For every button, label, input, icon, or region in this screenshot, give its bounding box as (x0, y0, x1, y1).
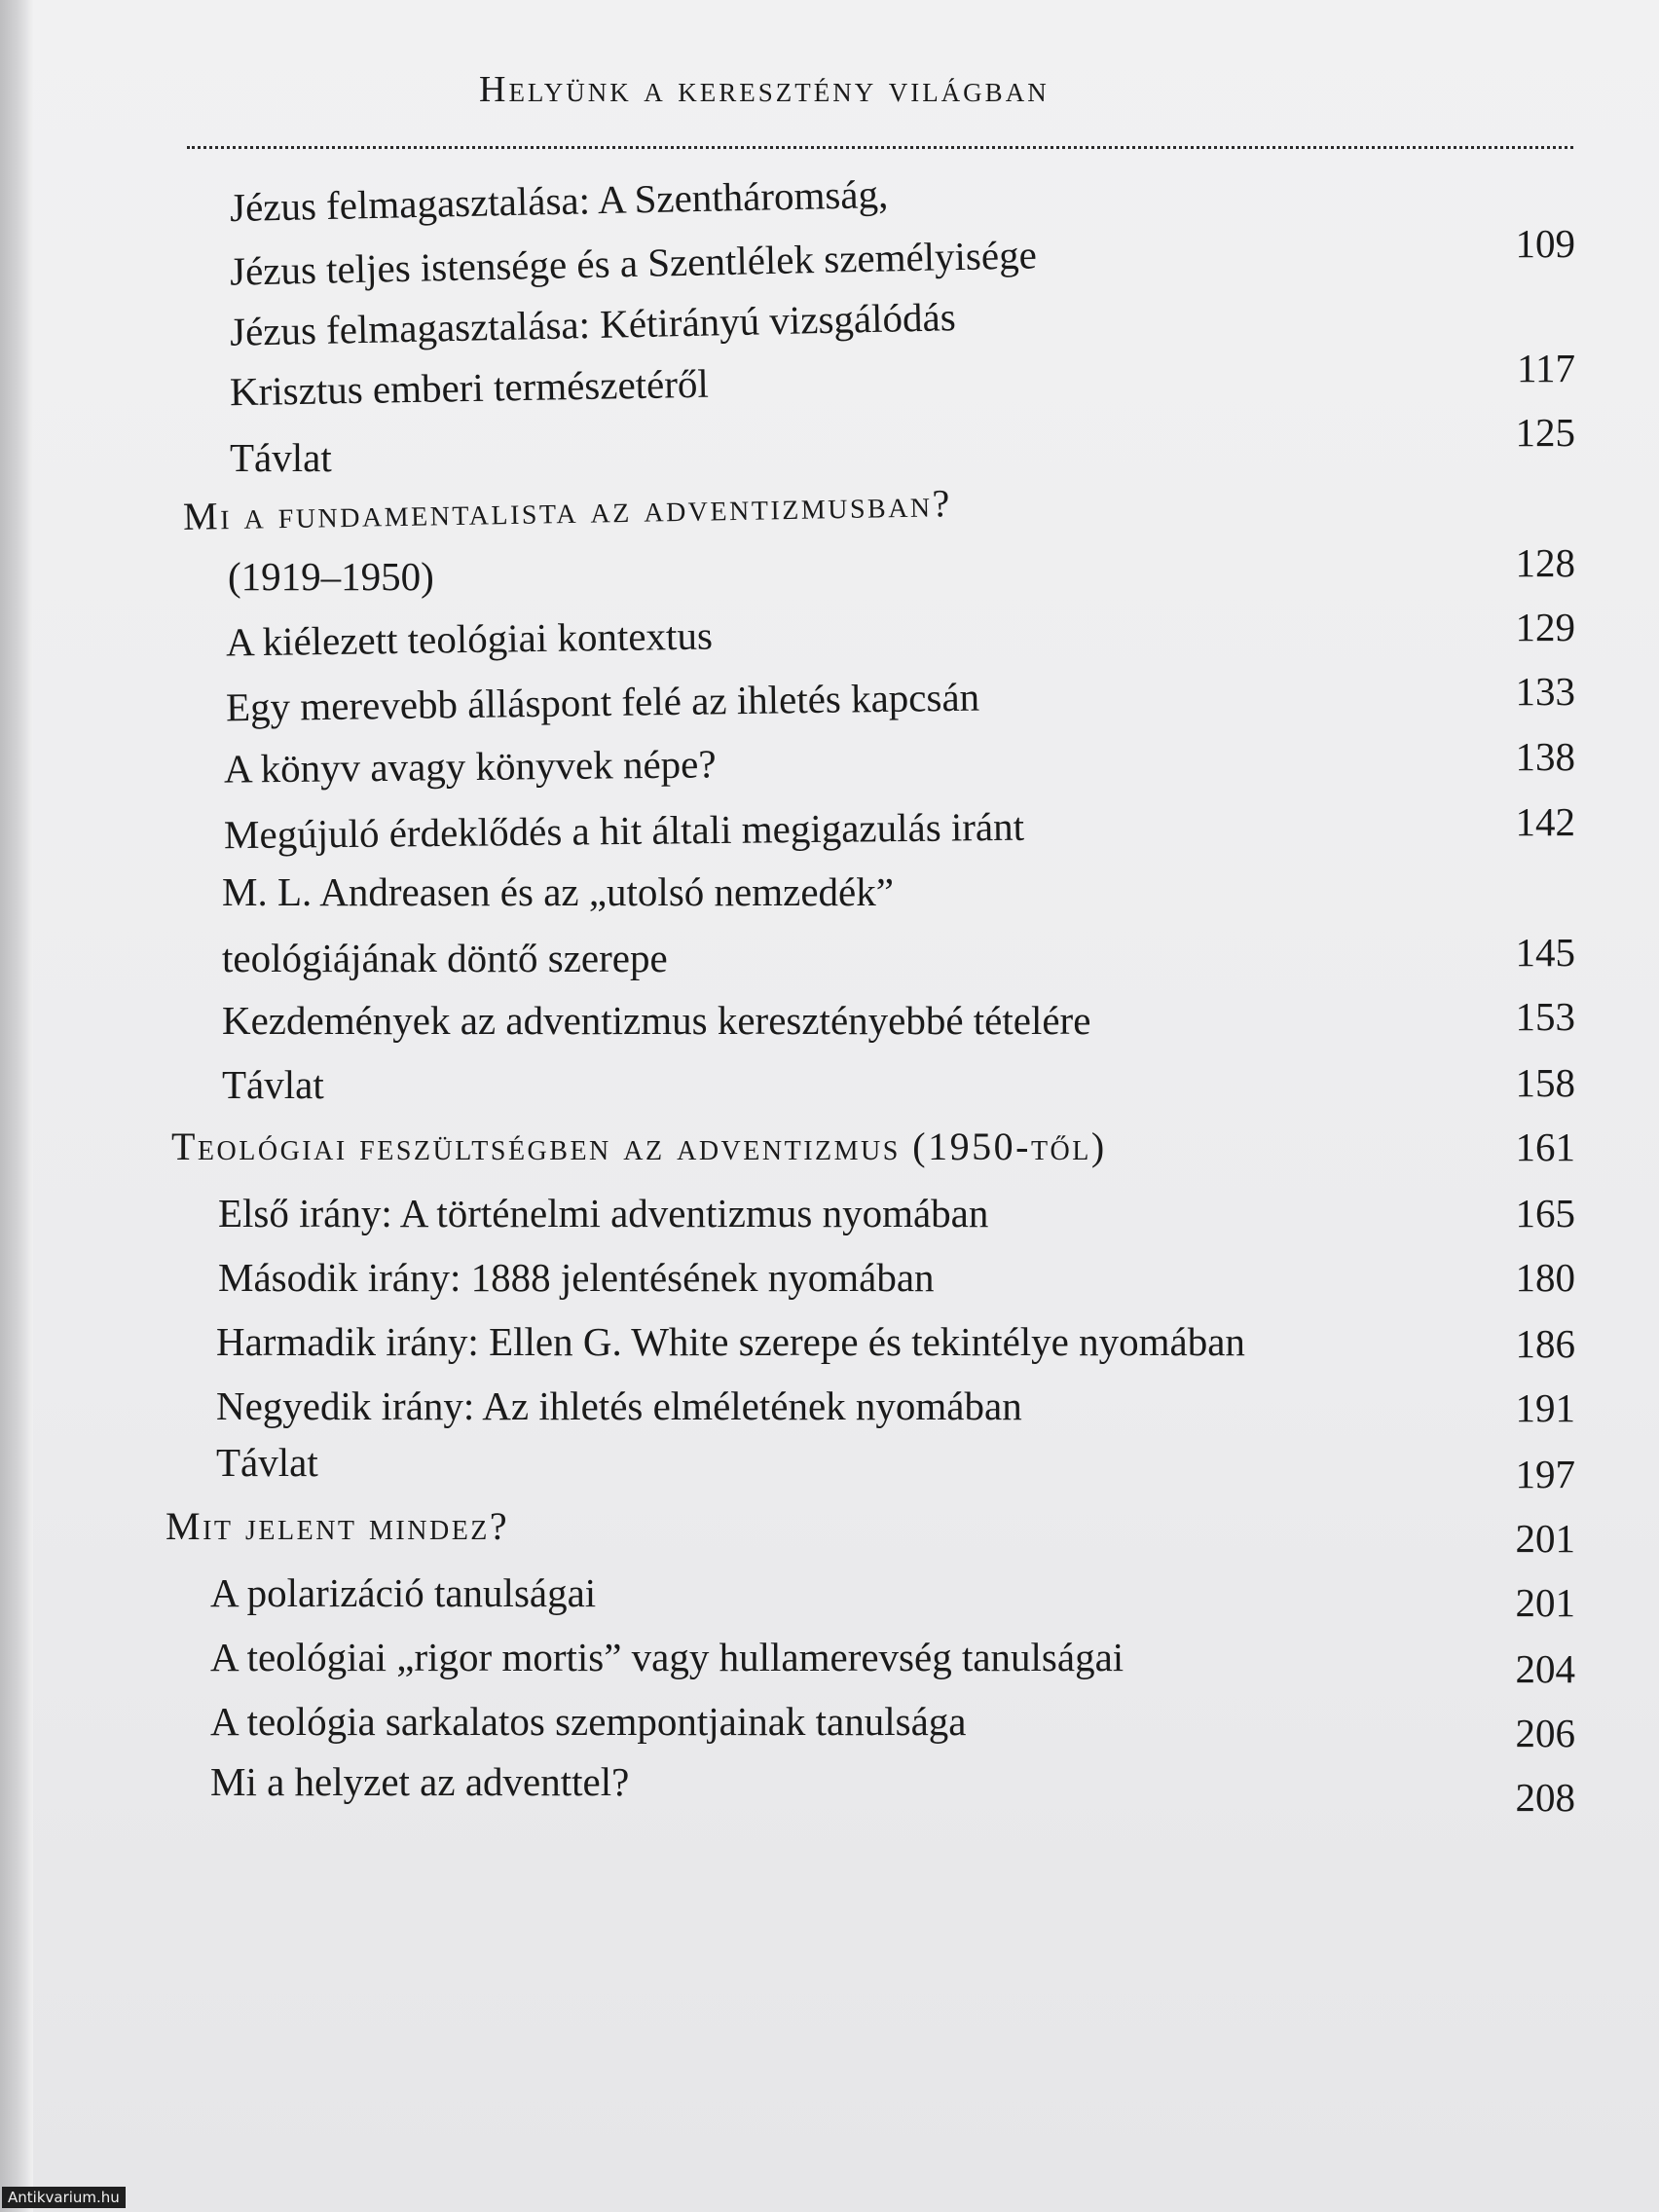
toc-entry-text: Jézus felmagasztalása: A Szentháromság, (229, 170, 889, 231)
toc-page-number: 186 (1515, 1321, 1575, 1366)
toc-section-heading: Mi a fundamentalista az adventizmusban? (182, 481, 953, 538)
toc-entry-text: A teológiai „rigor mortis” vagy hullamerevség tanulságai (210, 1635, 1124, 1679)
toc-entry-text: Krisztus emberi természetéről (229, 360, 710, 415)
toc-entry-text: (1919–1950) (228, 554, 434, 599)
toc-page-number: 206 (1515, 1711, 1575, 1755)
toc-page-number: 109 (1515, 221, 1575, 266)
toc-page-number: 197 (1515, 1452, 1575, 1496)
toc-page-number: 204 (1515, 1646, 1575, 1691)
running-head-title: Helyünk a keresztény világban (479, 69, 1050, 110)
toc-entry-text: Első irány: A történelmi adventizmus nyomában (218, 1191, 989, 1235)
toc-page-number: 191 (1515, 1385, 1575, 1430)
toc-section-heading: Mit jelent mindez? (166, 1504, 510, 1548)
toc-section-heading: Teológiai feszültségben az adventizmus (1950-től) (171, 1124, 1107, 1168)
toc-page-number: 161 (1515, 1124, 1575, 1169)
toc-entry-text: teológiájának döntő szerepe (222, 936, 668, 980)
toc-entry-text: Kezdemények az adventizmus keresztényebbé tételére (222, 998, 1091, 1043)
toc-page-number: 117 (1517, 346, 1575, 390)
toc-page-number: 180 (1515, 1255, 1575, 1300)
toc-entry-text: Távlat (222, 1062, 324, 1107)
toc-entry-text: A kiélezett teológiai kontextus (225, 612, 714, 665)
toc-page-number: 165 (1515, 1191, 1575, 1235)
toc-entry-text: Negyedik irány: Az ihletés elméletének nyomában (216, 1383, 1022, 1428)
toc-entry-text: Harmadik irány: Ellen G. White szerepe és tekintélye nyomában (216, 1319, 1245, 1364)
toc-entry-text: Megújuló érdeklődés a hit általi megigazulás iránt (223, 803, 1025, 858)
toc-page-number: 201 (1515, 1580, 1575, 1625)
toc-page-number: 201 (1515, 1516, 1575, 1561)
toc-entry-text: M. L. Andreasen és az „utolsó nemzedék” (222, 869, 894, 914)
toc-page-number: 129 (1515, 605, 1575, 649)
toc-entry-text: Távlat (216, 1440, 318, 1485)
toc-entry-text: Egy merevebb álláspont felé az ihletés kapcsán (225, 674, 980, 730)
toc-entry-text: Jézus felmagasztalása: Kétirányú vizsgálódás (229, 294, 957, 354)
toc-page-number: 142 (1515, 799, 1575, 844)
toc-entry-text: Mi a helyzet az adventtel? (210, 1759, 630, 1804)
toc-page-number: 208 (1515, 1775, 1575, 1820)
toc-page-number: 145 (1515, 930, 1575, 975)
toc-page-number: 158 (1515, 1060, 1575, 1105)
toc-entry-text: Jézus teljes istensége és a Szentlélek személyisége (229, 232, 1038, 294)
toc-page-number: 125 (1515, 410, 1575, 455)
toc-entry-text: Távlat (230, 435, 332, 480)
toc-entry-text: A könyv avagy könyvek népe? (223, 741, 717, 792)
watermark-label: Antikvarium.hu (2, 2187, 126, 2208)
toc-entry-text: Második irány: 1888 jelentésének nyomában (218, 1255, 935, 1300)
toc-entry-text: A teológia sarkalatos szempontjainak tanulsága (210, 1699, 967, 1744)
toc-page-number: 128 (1515, 540, 1575, 585)
toc-page-number: 153 (1515, 994, 1575, 1039)
toc-entry-text: A polarizáció tanulságai (210, 1570, 597, 1615)
toc-page-number: 138 (1515, 734, 1575, 779)
toc-page-number: 133 (1515, 669, 1575, 714)
